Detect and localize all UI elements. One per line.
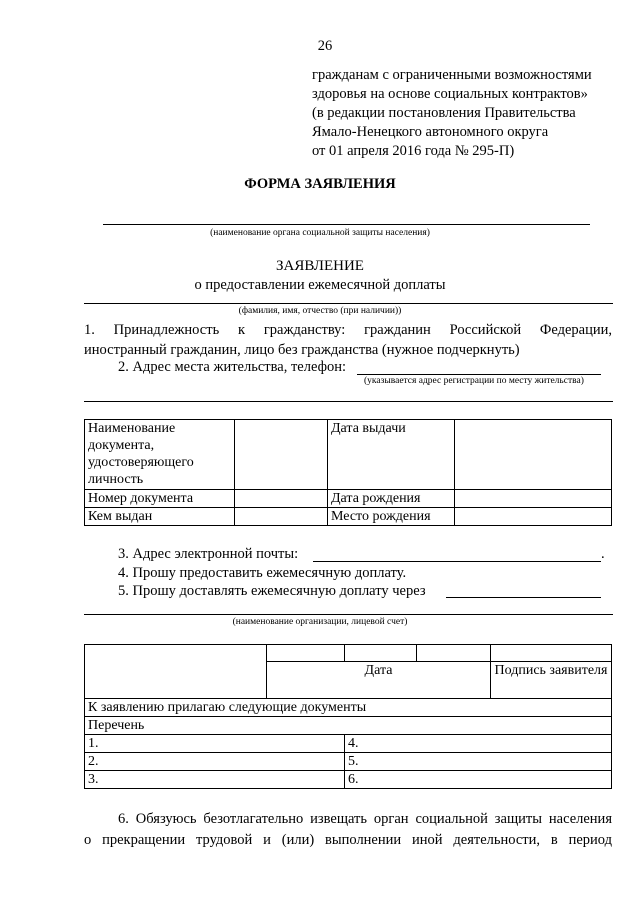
delivery-line-full — [84, 614, 613, 615]
blank-cell-2[interactable] — [345, 645, 417, 662]
list-item-1[interactable]: 1. — [85, 735, 345, 753]
blank-left-cell[interactable] — [85, 645, 267, 699]
item6-line1-text: 6. Обязуюсь безотлагательно извещать орган социальной защиты населения — [118, 811, 612, 827]
address-caption: (указывается адрес регистрации по месту жительства) — [364, 376, 584, 386]
item4-label: 4. Прошу предоставить ежемесячную доплату. — [118, 565, 407, 581]
issued-by-cell: Кем выдан — [85, 508, 235, 526]
item3-end: . — [601, 546, 605, 562]
statement-title: ЗАЯВЛЕНИЕ — [276, 258, 364, 274]
list-item-3[interactable]: 3. — [85, 771, 345, 789]
list-item-5[interactable]: 5. — [345, 753, 612, 771]
fio-caption: (фамилия, имя, отчество (при наличии)) — [238, 306, 402, 316]
phone-line — [357, 374, 601, 375]
item3-label: 3. Адрес электронной почты: — [118, 546, 299, 562]
email-line — [313, 561, 601, 562]
blank-cell-1[interactable] — [267, 645, 345, 662]
birth-place-value[interactable] — [455, 508, 612, 526]
list-item-4[interactable]: 4. — [345, 735, 612, 753]
signature-cell: Подпись заявителя — [491, 662, 612, 699]
date-cell: Дата — [267, 662, 491, 699]
birth-date-value[interactable] — [455, 490, 612, 508]
org-name-line — [103, 224, 590, 225]
attach-row: К заявлению прилагаю следующие документы — [85, 699, 612, 717]
header-line-1: гражданам с ограниченными возможностями — [312, 67, 592, 83]
issue-date-value[interactable] — [455, 420, 612, 490]
signature-table — [84, 644, 612, 789]
birth-date-cell: Дата рождения — [328, 490, 455, 508]
page-number: 26 — [317, 38, 333, 54]
birth-place-cell: Место рождения — [328, 508, 455, 526]
identity-document-table — [84, 419, 612, 526]
fio-line — [84, 303, 613, 304]
delivery-line-short — [446, 597, 601, 598]
doc-number-cell: Номер документа — [85, 490, 235, 508]
org-account-caption: (наименование организации, лицевой счет) — [232, 617, 408, 627]
item1-line2: иностранный гражданин, лицо без гражданства (нужное подчеркнуть) — [84, 342, 520, 358]
issue-date-cell: Дата выдачи — [328, 420, 455, 490]
issued-by-value[interactable] — [235, 508, 328, 526]
item5-label: 5. Прошу доставлять ежемесячную доплату через — [118, 583, 426, 599]
item2-label: 2. Адрес места жительства, телефон: — [118, 359, 347, 375]
statement-subtitle: о предоставлении ежемесячной доплаты — [194, 277, 446, 293]
form-title: ФОРМА ЗАЯВЛЕНИЯ — [244, 176, 396, 192]
header-line-4: Ямало-Ненецкого автономного округа — [312, 124, 549, 140]
doc-number-value[interactable] — [235, 490, 328, 508]
blank-cell-3[interactable] — [417, 645, 491, 662]
doc-name-value[interactable] — [235, 420, 328, 490]
doc-name-cell: Наименование документа, удостоверяющего личность — [85, 420, 235, 490]
header-line-3: (в редакции постановления Правительства — [312, 105, 576, 121]
item6-line1 — [84, 810, 612, 829]
blank-cell-4[interactable] — [491, 645, 612, 662]
header-line-2: здоровья на основе социальных контрактов» — [312, 86, 588, 102]
item1-line1: 1. Принадлежность к гражданству: гражданин Российской Федерации, — [84, 322, 612, 338]
address-line — [84, 401, 613, 402]
list-row: Перечень — [85, 717, 612, 735]
org-caption: (наименование органа социальной защиты населения) — [210, 228, 430, 238]
list-item-6[interactable]: 6. — [345, 771, 612, 789]
list-item-2[interactable]: 2. — [85, 753, 345, 771]
header-line-5: от 01 апреля 2016 года № 295-П) — [312, 143, 515, 159]
item6-line2: о прекращении трудовой и (или) выполнении иной деятельности, в период — [84, 832, 612, 848]
